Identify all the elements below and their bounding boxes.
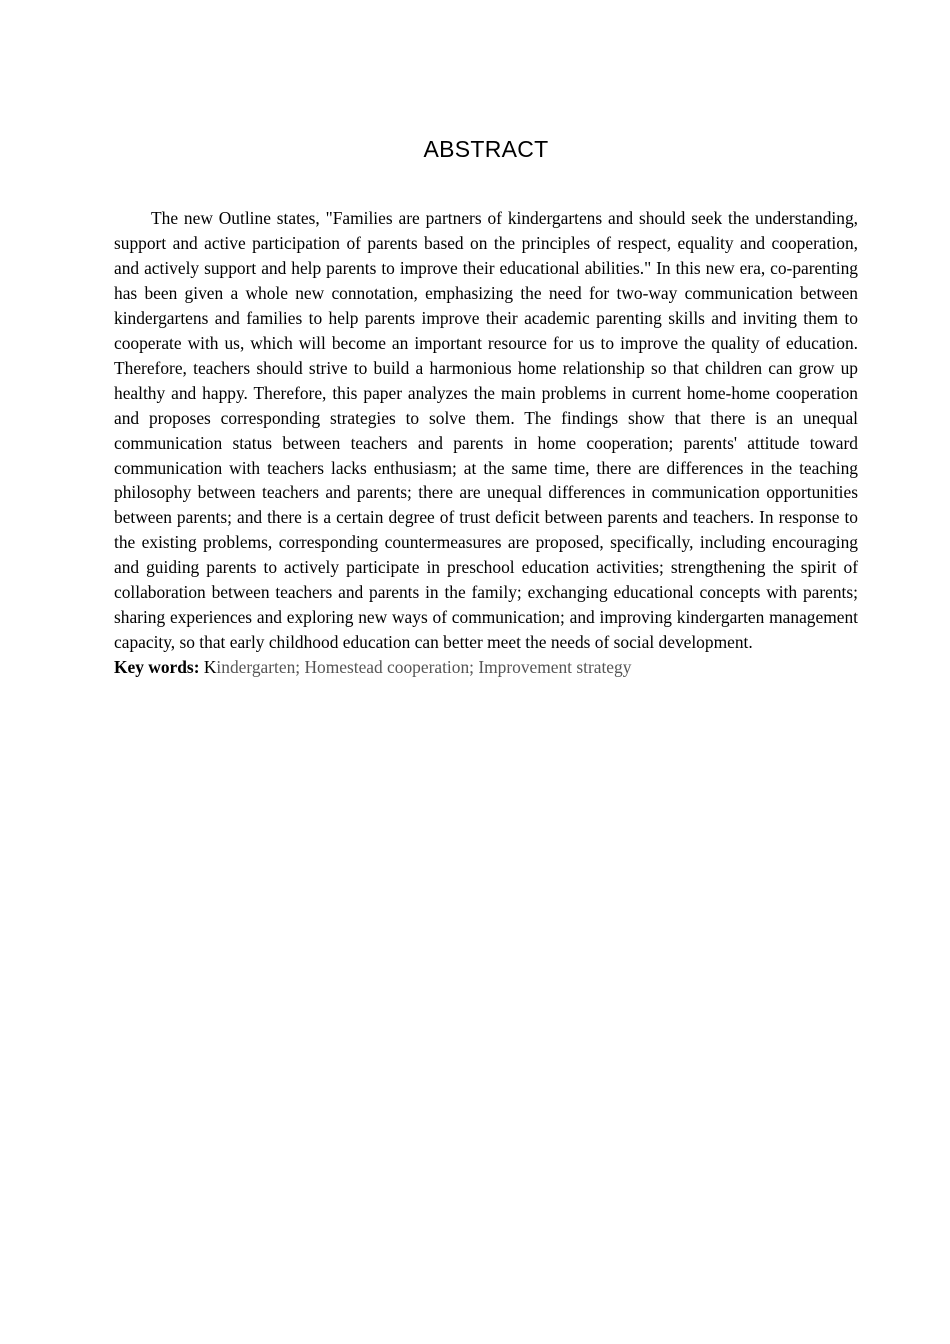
abstract-paragraph: The new Outline states, "Families are partners of kindergartens and should seek the understanding, support and active participation of parents based on the principles of respect, equality and cooperation, and actively support and help parents to improve their educational abilities." In this new era, co-parenting has been given a whole new connotation, emphasizing the need for two-way communication between kindergartens and families to help parents improve their academic parenting skills and inviting them to cooperate with us, which will become an important resource for us to improve the quality of education. Therefore, teachers should strive to build a harmonious home relationship so that children can grow up healthy and happy. Therefore, this paper analyzes the main problems in current home-home cooperation and proposes corresponding strategies to solve them. The findings show that there is an unequal communication status between teachers and parents in home cooperation; parents' attitude toward communication with teachers lacks enthusiasm; at the same time, there are differences in the teaching philosophy between teachers and parents; there are unequal differences in communication opportunities between parents; and there is a certain degree of trust deficit between parents and teachers. In response to the existing problems, corresponding countermeasures are proposed, specifically, including encouraging and guiding parents to actively participate in preschool education activities; strengthening the spirit of collaboration between teachers and parents in the family; exchanging educational concepts with parents; sharing experiences and exploring new ways of communication; and improving kindergarten management capacity, so that early childhood education can better meet the needs of social development. [114, 208, 858, 653]
keywords-label: Key words: [114, 657, 200, 678]
keywords-line [114, 655, 858, 680]
keywords-list: indergarten; Homestead cooperation; Improvement strategy [216, 657, 632, 678]
keywords-first-letter: K [203, 657, 217, 678]
abstract-title: ABSTRACT [423, 136, 549, 162]
abstract-body [114, 206, 858, 680]
